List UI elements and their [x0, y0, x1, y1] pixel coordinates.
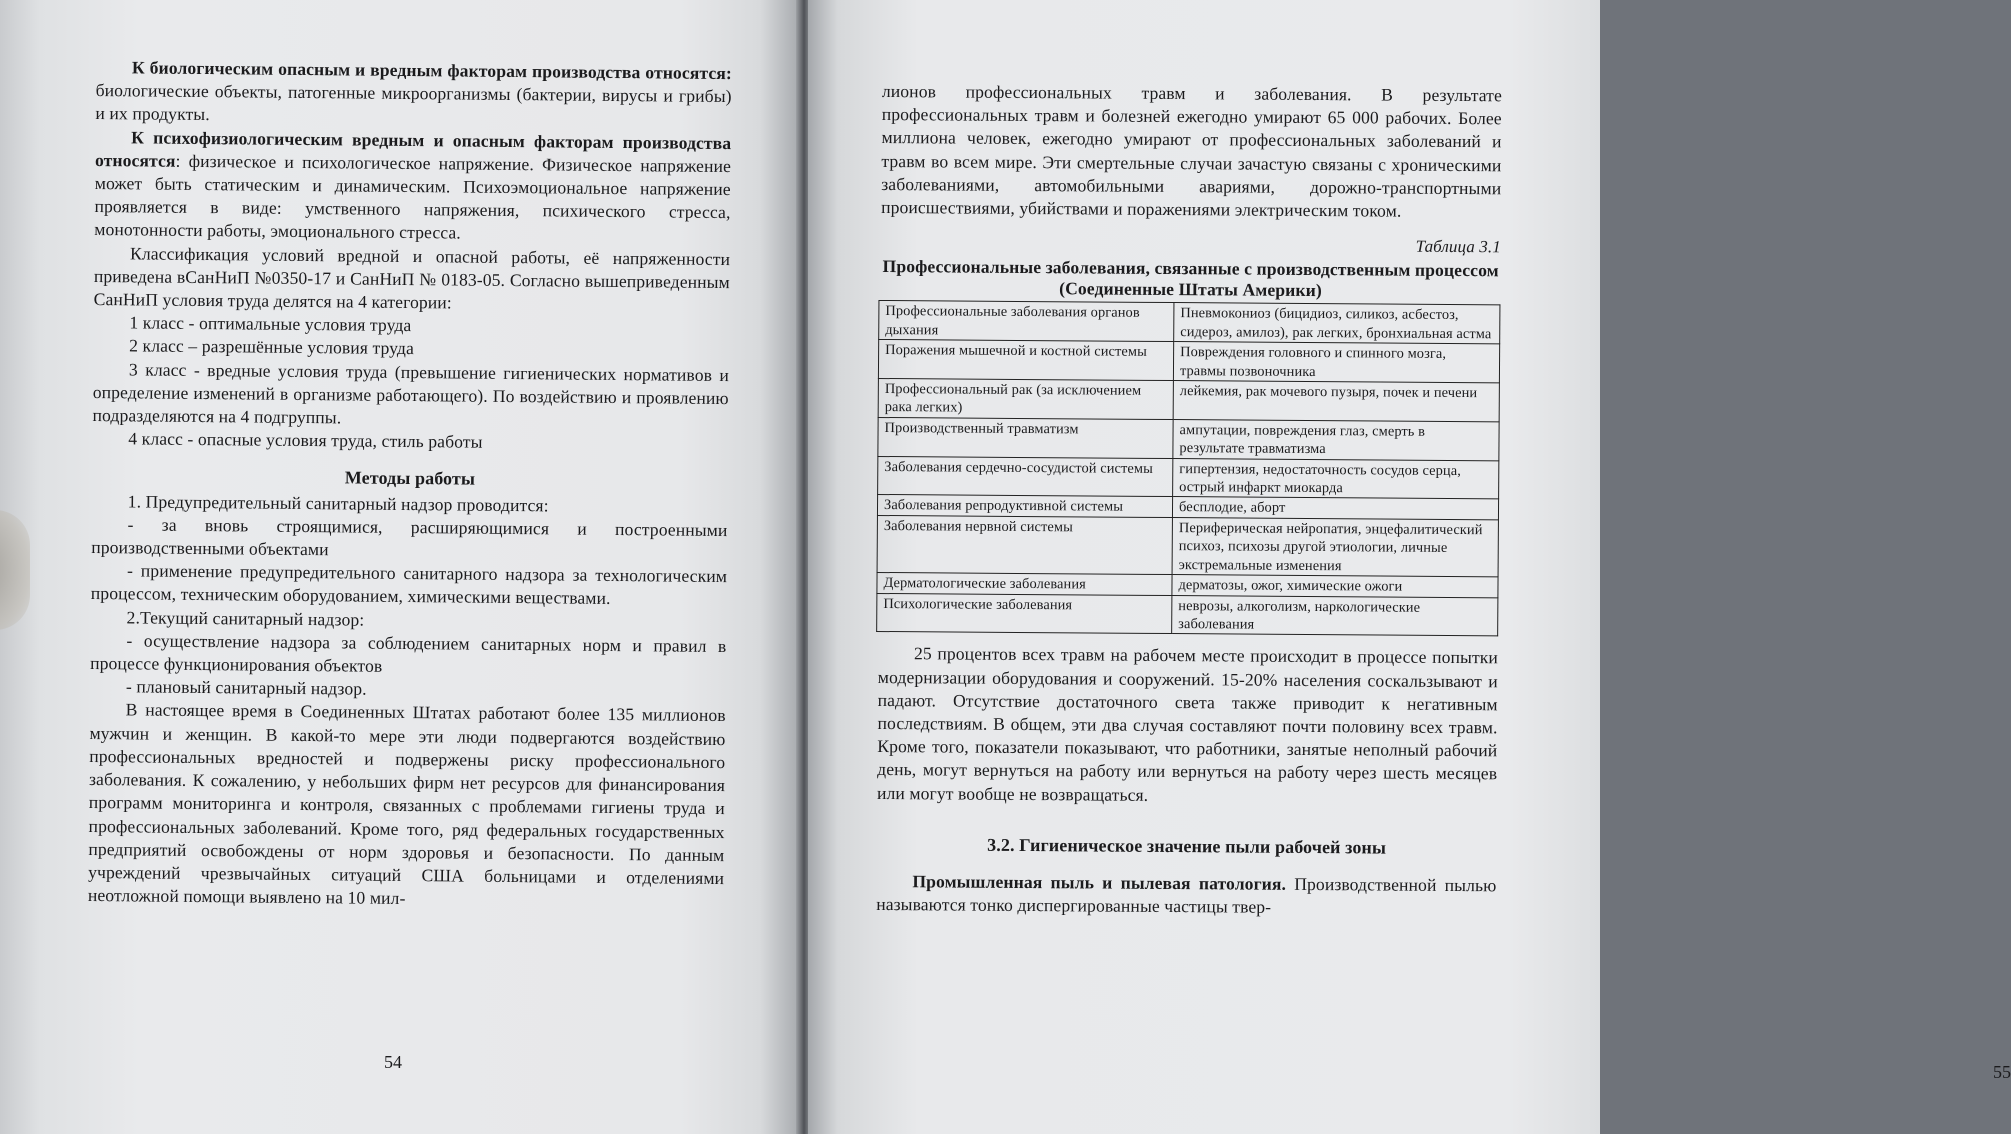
table-cell-diseases: ампутации, повреждения глаз, смерть в результате травматизма	[1173, 419, 1499, 460]
methods-item-6: - плановый санитарный надзор.	[125, 676, 367, 699]
table-caption: Таблица 3.1	[1415, 236, 1501, 257]
paragraph-dust	[876, 870, 1496, 921]
class-item-1: 1 класс - оптимальные условия труда	[129, 312, 412, 336]
table-cell-category: Заболевания репродуктивной системы	[877, 495, 1172, 517]
table-title: Профессиональные заболевания, связанные с производственным процессом (Соединенные Штаты Америки)	[882, 256, 1499, 301]
table-cell-diseases: гипертензия, недостаточность сосудов серца, острый инфаркт миокарда	[1173, 458, 1499, 499]
table-cell-category: Дерматологические заболевания	[877, 573, 1172, 595]
table-cell-category: Заболевания сердечно-сосудистой системы	[878, 456, 1173, 497]
paragraph-biological	[95, 56, 732, 132]
table-row	[877, 593, 1498, 636]
table-cell-diseases: Пневмокониоз (бицидиоз, силикоз, асбестоз, сидероз, амилоз), рак легких, бронхиальная астма	[1174, 303, 1500, 344]
bold-lead: Промышленная пыль и пылевая патология.	[912, 871, 1287, 894]
table-row	[878, 340, 1499, 383]
methods-heading: Методы работы	[344, 467, 476, 490]
right-text-column	[876, 80, 1502, 921]
section-title: 3.2. Гигиеническое значение пыли рабочей зоны	[987, 834, 1387, 858]
methods-item-3: - применение предупредительного санитарного надзора за технологическим процессом, техническим оборудованием, химическими веществами.	[90, 560, 728, 609]
page-number-left: 54	[384, 1052, 402, 1072]
table-row	[878, 379, 1499, 422]
left-page	[0, 0, 802, 1134]
table-cell-category: Заболевания нервной системы	[877, 515, 1172, 574]
paragraph-text: : физическое и психологическое напряжение. Физическое напряжение может быть статическим и динамическим. Психоэмоциональное напряжение проявляется в виде: умственного напряжения, психического стресса, монотонности работы, эмоционального стресса.	[94, 150, 732, 243]
table-cell-category: Профессиональные заболевания органов дыхания	[879, 301, 1174, 342]
diseases-table	[876, 300, 1500, 636]
class-item-3: 3 класс - вредные условия труда (превышение гигиенических нормативов и определение изменений в организме работающего). По воздействию и проявлению подразделяются на 4 подгруппы.	[92, 358, 730, 428]
methods-item-4: 2.Текущий санитарный надзор:	[126, 606, 365, 630]
table-row	[878, 417, 1499, 460]
bold-lead: К биологическим опасным и вредным факторам производства относятся:	[131, 57, 732, 84]
paragraph-psychophysiological	[94, 126, 731, 248]
table-row	[878, 456, 1499, 499]
class-item-4: 4 класс - опасные условия труда, стиль работы	[128, 428, 483, 452]
table-cell-category: Поражения мышечной и костной системы	[878, 340, 1173, 381]
paragraph-continuation: лионов профессиональных травм и заболевания. В результате профессиональных травм и болезней ежегодно умирают 65 000 рабочих. Более миллиона человек, ежегодно умирают от профессиональных заболеваний и травм во всем мире. Эти смертельные случаи зачастую связаны с хроническими заболеваниями, автомобильными авариями, дорожно-транспортными происшествиями, убийствами и поражениями электрическим током.	[881, 80, 1502, 221]
paragraph-text: биологические объекты, патогенные микроорганизмы (бактерии, вирусы и грибы) и их продукты.	[95, 80, 732, 125]
methods-item-2: - за вновь строящимися, расширяющимися и построенными производственными объектами	[91, 514, 728, 560]
table-cell-diseases: Повреждения головного и спинного мозга, травмы позвоночника	[1173, 342, 1499, 383]
table-cell-category: Профессиональный рак (за исключением рака легких)	[878, 379, 1173, 420]
thumb-shadow	[0, 510, 30, 630]
table-cell-diseases: бесплодие, аборт	[1172, 497, 1498, 520]
page-number-right: 55	[1993, 1062, 2011, 1082]
bold-lead: К психофизиологическим вредным и опасным факторам производства относятся	[94, 126, 732, 171]
paragraph-classification: Классификация условий вредной и опасной работы, её напряженности приведена вСанНиП №0350-17 и СанНиП № 0183-05. Согласно вышеприведенным СанНиП условия труда делятся на 4 категории:	[93, 242, 731, 313]
table-cell-diseases: дерматозы, ожог, химические ожоги	[1172, 575, 1498, 598]
table-cell-diseases: лейкемия, рак мочевого пузыря, почек и печени	[1173, 381, 1499, 422]
paragraph-text: Производственной пылью называются тонко диспергированные частицы твер-	[876, 873, 1497, 917]
methods-item-5: - осуществление надзора за соблюдением санитарных норм и правил в процессе функционирования объектов	[90, 630, 727, 676]
methods-item-1: 1. Предупредительный санитарный надзор проводится:	[127, 490, 549, 516]
class-item-2: 2 класс – разрешённые условия труда	[129, 335, 415, 359]
table-row	[877, 515, 1498, 577]
paragraph-injuries: 25 процентов всех травм на рабочем месте происходит в процессе попытки модернизации оборудования и сооружений. 15-20% населения соскальзывают и падают. Отсутствие достаточного света также приводит к негативным последствиям. В общем, эти два случая составляют почти половину всех травм. Кроме того, показатели показывают, что работники, занятые неполный рабочий день, могут вернуться на работу или вернуться на работу через шесть месяцев или могут вообще не возвращаться.	[876, 643, 1499, 805]
left-text-column	[88, 56, 732, 913]
table-cell-category: Производственный травматизм	[878, 417, 1173, 458]
table-row	[879, 301, 1500, 344]
table-cell-diseases: неврозы, алкоголизм, наркологические заболевания	[1172, 595, 1498, 636]
paragraph-usa: В настоящее время в Соединенных Штатах работают более 135 миллионов мужчин и женщин. В какой-то мере эти люди подвергаются воздействию профессиональных вредностей и подвержены риску профессионального заболевания. К сожалению, у небольших фирм нет ресурсов для финансирования программ мониторинга и контроля, связанных с проблемами гигиены труда и профессиональных заболеваний. Кроме того, ряд федеральных государственных предприятий освобождены от норм здоровья и безопасности. По данным учреждений чрезвычайных ситуаций США больницами и отделениями неотложной помощи выявлено на 10 мил-	[87, 699, 726, 909]
table-cell-category: Психологические заболевания	[877, 593, 1172, 634]
table-cell-diseases: Периферическая нейропатия, энцефалитический психоз, психозы другой этиологии, личные экстремальные изменения	[1172, 517, 1498, 576]
